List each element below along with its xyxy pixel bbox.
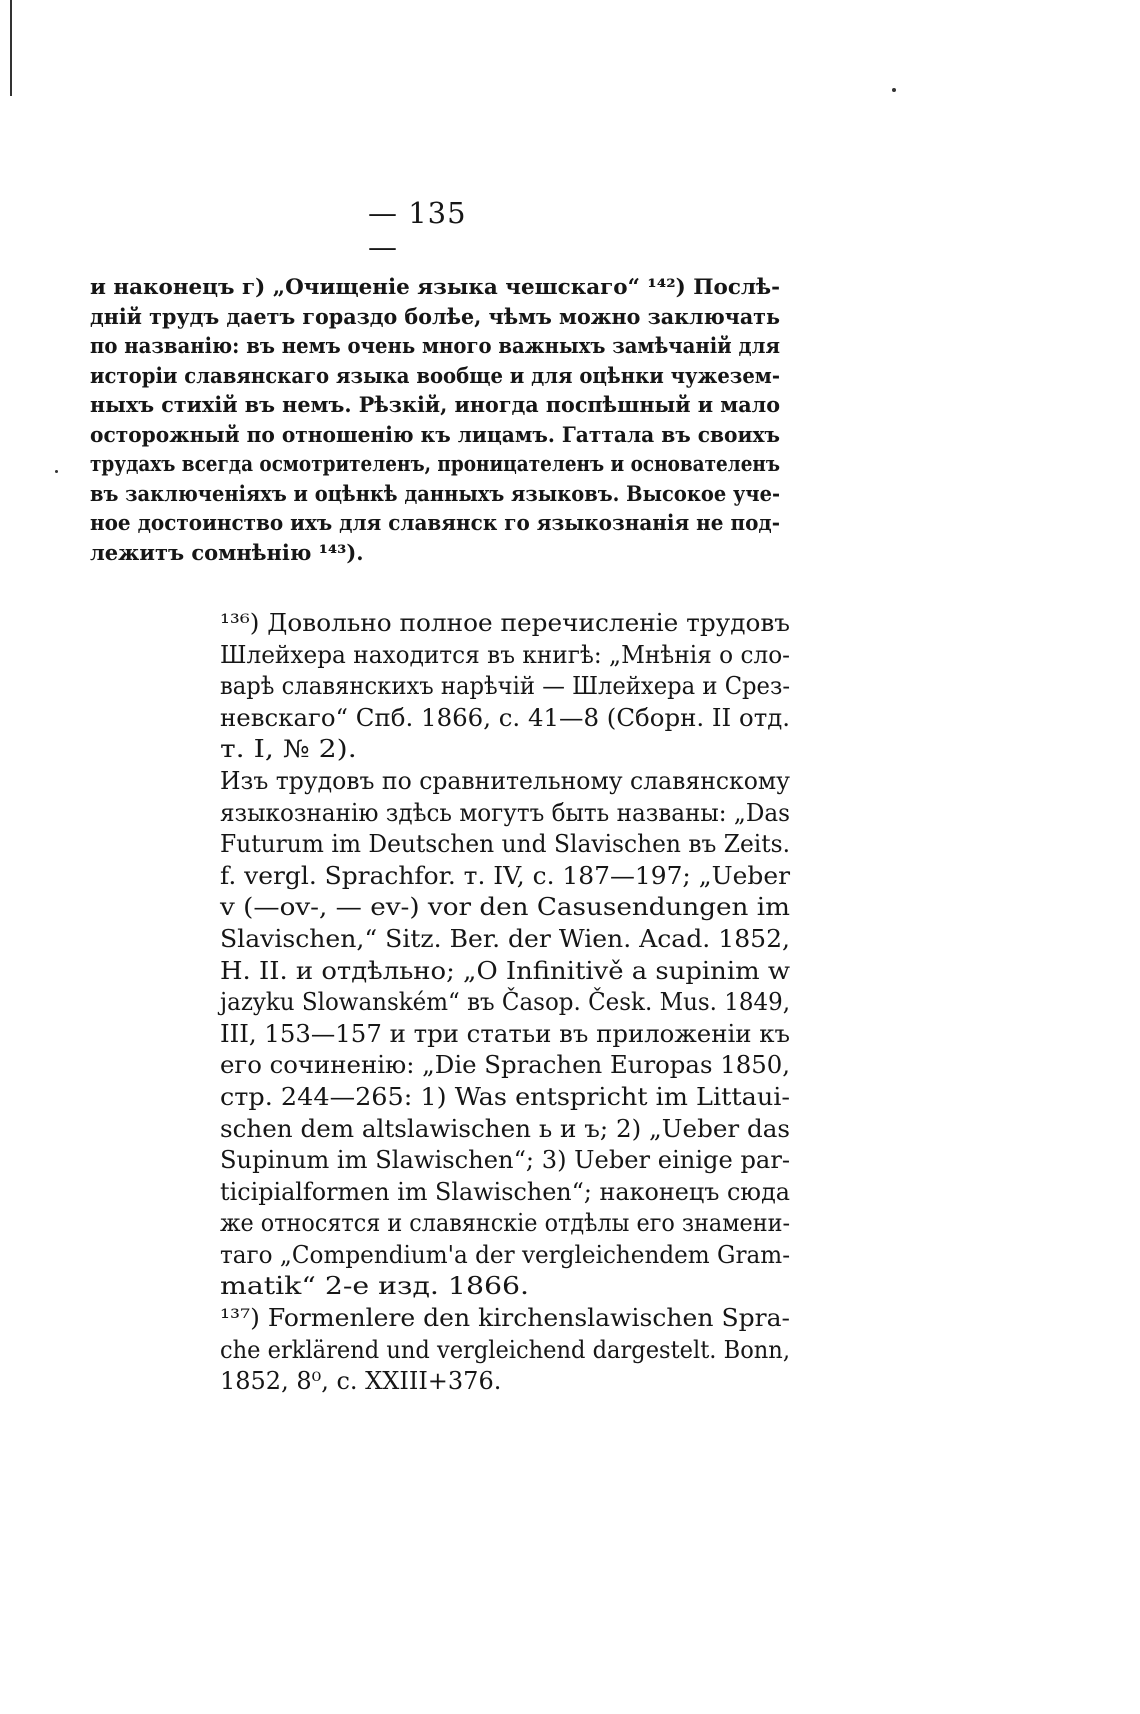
footnote-line: H. II. и отдѣльно; „O Infinitivě a supinim w: [220, 956, 791, 985]
text-line: осторожный по отношенію къ лицамъ. Гаттала въ своихъ: [90, 421, 780, 447]
text-line: дній трудъ даетъ гораздо болѣе, чѣмъ можно заключать: [90, 303, 780, 329]
footnote-line: jazyku Slowanském“ въ Časop. Česk. Mus. 1849,: [220, 988, 791, 1017]
scan-speck: [55, 470, 58, 473]
footnote-line: стр. 244—265: 1) Was entspricht im Littaui-: [220, 1082, 791, 1111]
footnote-line: ¹³⁶) Довольно полное перечисленіе трудовъ: [220, 609, 791, 637]
footnote-line: Шлейхера находится въ книгѣ: „Мнѣнія о сло-: [220, 640, 791, 669]
footnote-line: языкознанію здѣсь могутъ быть названы: „Das: [220, 798, 790, 827]
scan-edge-rule: [10, 0, 12, 96]
footnote-line: ticipialformen im Slawischen“; наконецъ сюда: [220, 1177, 790, 1206]
footnote-line: Изъ трудовъ по сравнительному славянскому: [220, 766, 791, 795]
footnote-line: f. vergl. Sprachfor. т. IV, с. 187—197; „Ueber: [220, 861, 790, 890]
text-line: и наконецъ г) „Очищеніе языка чешскаго“ ¹⁴²) Послѣ-: [90, 274, 781, 299]
footnote-line: его сочиненію: „Die Sprachen Europas 1850,: [220, 1051, 790, 1080]
page-number: — 135 —: [368, 196, 467, 264]
footnote-line: же относятся и славянскіе отдѣлы его знамени-: [220, 1209, 790, 1238]
scan-speck: [892, 88, 896, 92]
footnote-line: варѣ славянскихъ нарѣчій — Шлейхера и Срез-: [220, 672, 791, 701]
main-paragraph: [90, 272, 780, 567]
footnote-line: невскаго“ Спб. 1866, с. 41—8 (Сборн. II отд.: [220, 703, 791, 732]
text-line: лежитъ сомнѣнію ¹⁴³).: [90, 539, 364, 565]
footnote-line: Supinum im Slawischen“; 3) Ueber einige par-: [220, 1146, 791, 1175]
text-line: ныхъ стихій въ немъ. Рѣзкій, иногда поспѣшный и мало: [90, 392, 781, 417]
footnote-line: т. I, № 2).: [220, 735, 357, 764]
footnote-line: schen dem altslawischen ь и ъ; 2) „Ueber das: [220, 1114, 790, 1143]
text-line: исторіи славянскаго языка вообще и для оцѣнки чужезем-: [90, 362, 780, 388]
footnote-line: Slavischen,“ Sitz. Ber. der Wien. Acad. 1852,: [220, 924, 791, 953]
footnote-line: ¹³⁷) Formenlere den kirchenslawischen Spra-: [220, 1304, 791, 1333]
footnote-line: v (—ov-, — ev-) vor den Casusendungen im: [220, 893, 790, 922]
footnote-line: III, 153—157 и три статьи въ приложеніи къ: [220, 1019, 791, 1048]
footnotes: [220, 608, 790, 1398]
footnote-line: таго „Compendium'a der vergleichendem Gram-: [220, 1240, 791, 1269]
text-line: въ заключеніяхъ и оцѣнкѣ данныхъ языковъ. Высокое уче-: [90, 480, 781, 506]
footnote-line: 1852, 8⁰, c. XXIII+376.: [220, 1367, 502, 1396]
text-line: трудахъ всегда осмотрителенъ, проницателенъ и основателенъ: [90, 451, 781, 476]
footnote-line: che erklärend und vergleichend dargestelt. Bonn,: [220, 1335, 790, 1364]
text-line: по названію: въ немъ очень много важныхъ замѣчаній для: [90, 333, 780, 358]
footnote-line: matik“ 2-е изд. 1866.: [220, 1272, 530, 1301]
footnote-line: Futurum im Deutschen und Slavischen въ Zeits.: [220, 830, 791, 859]
text-line: ное достоинство ихъ для славянск го языкознанія не под-: [90, 510, 780, 535]
